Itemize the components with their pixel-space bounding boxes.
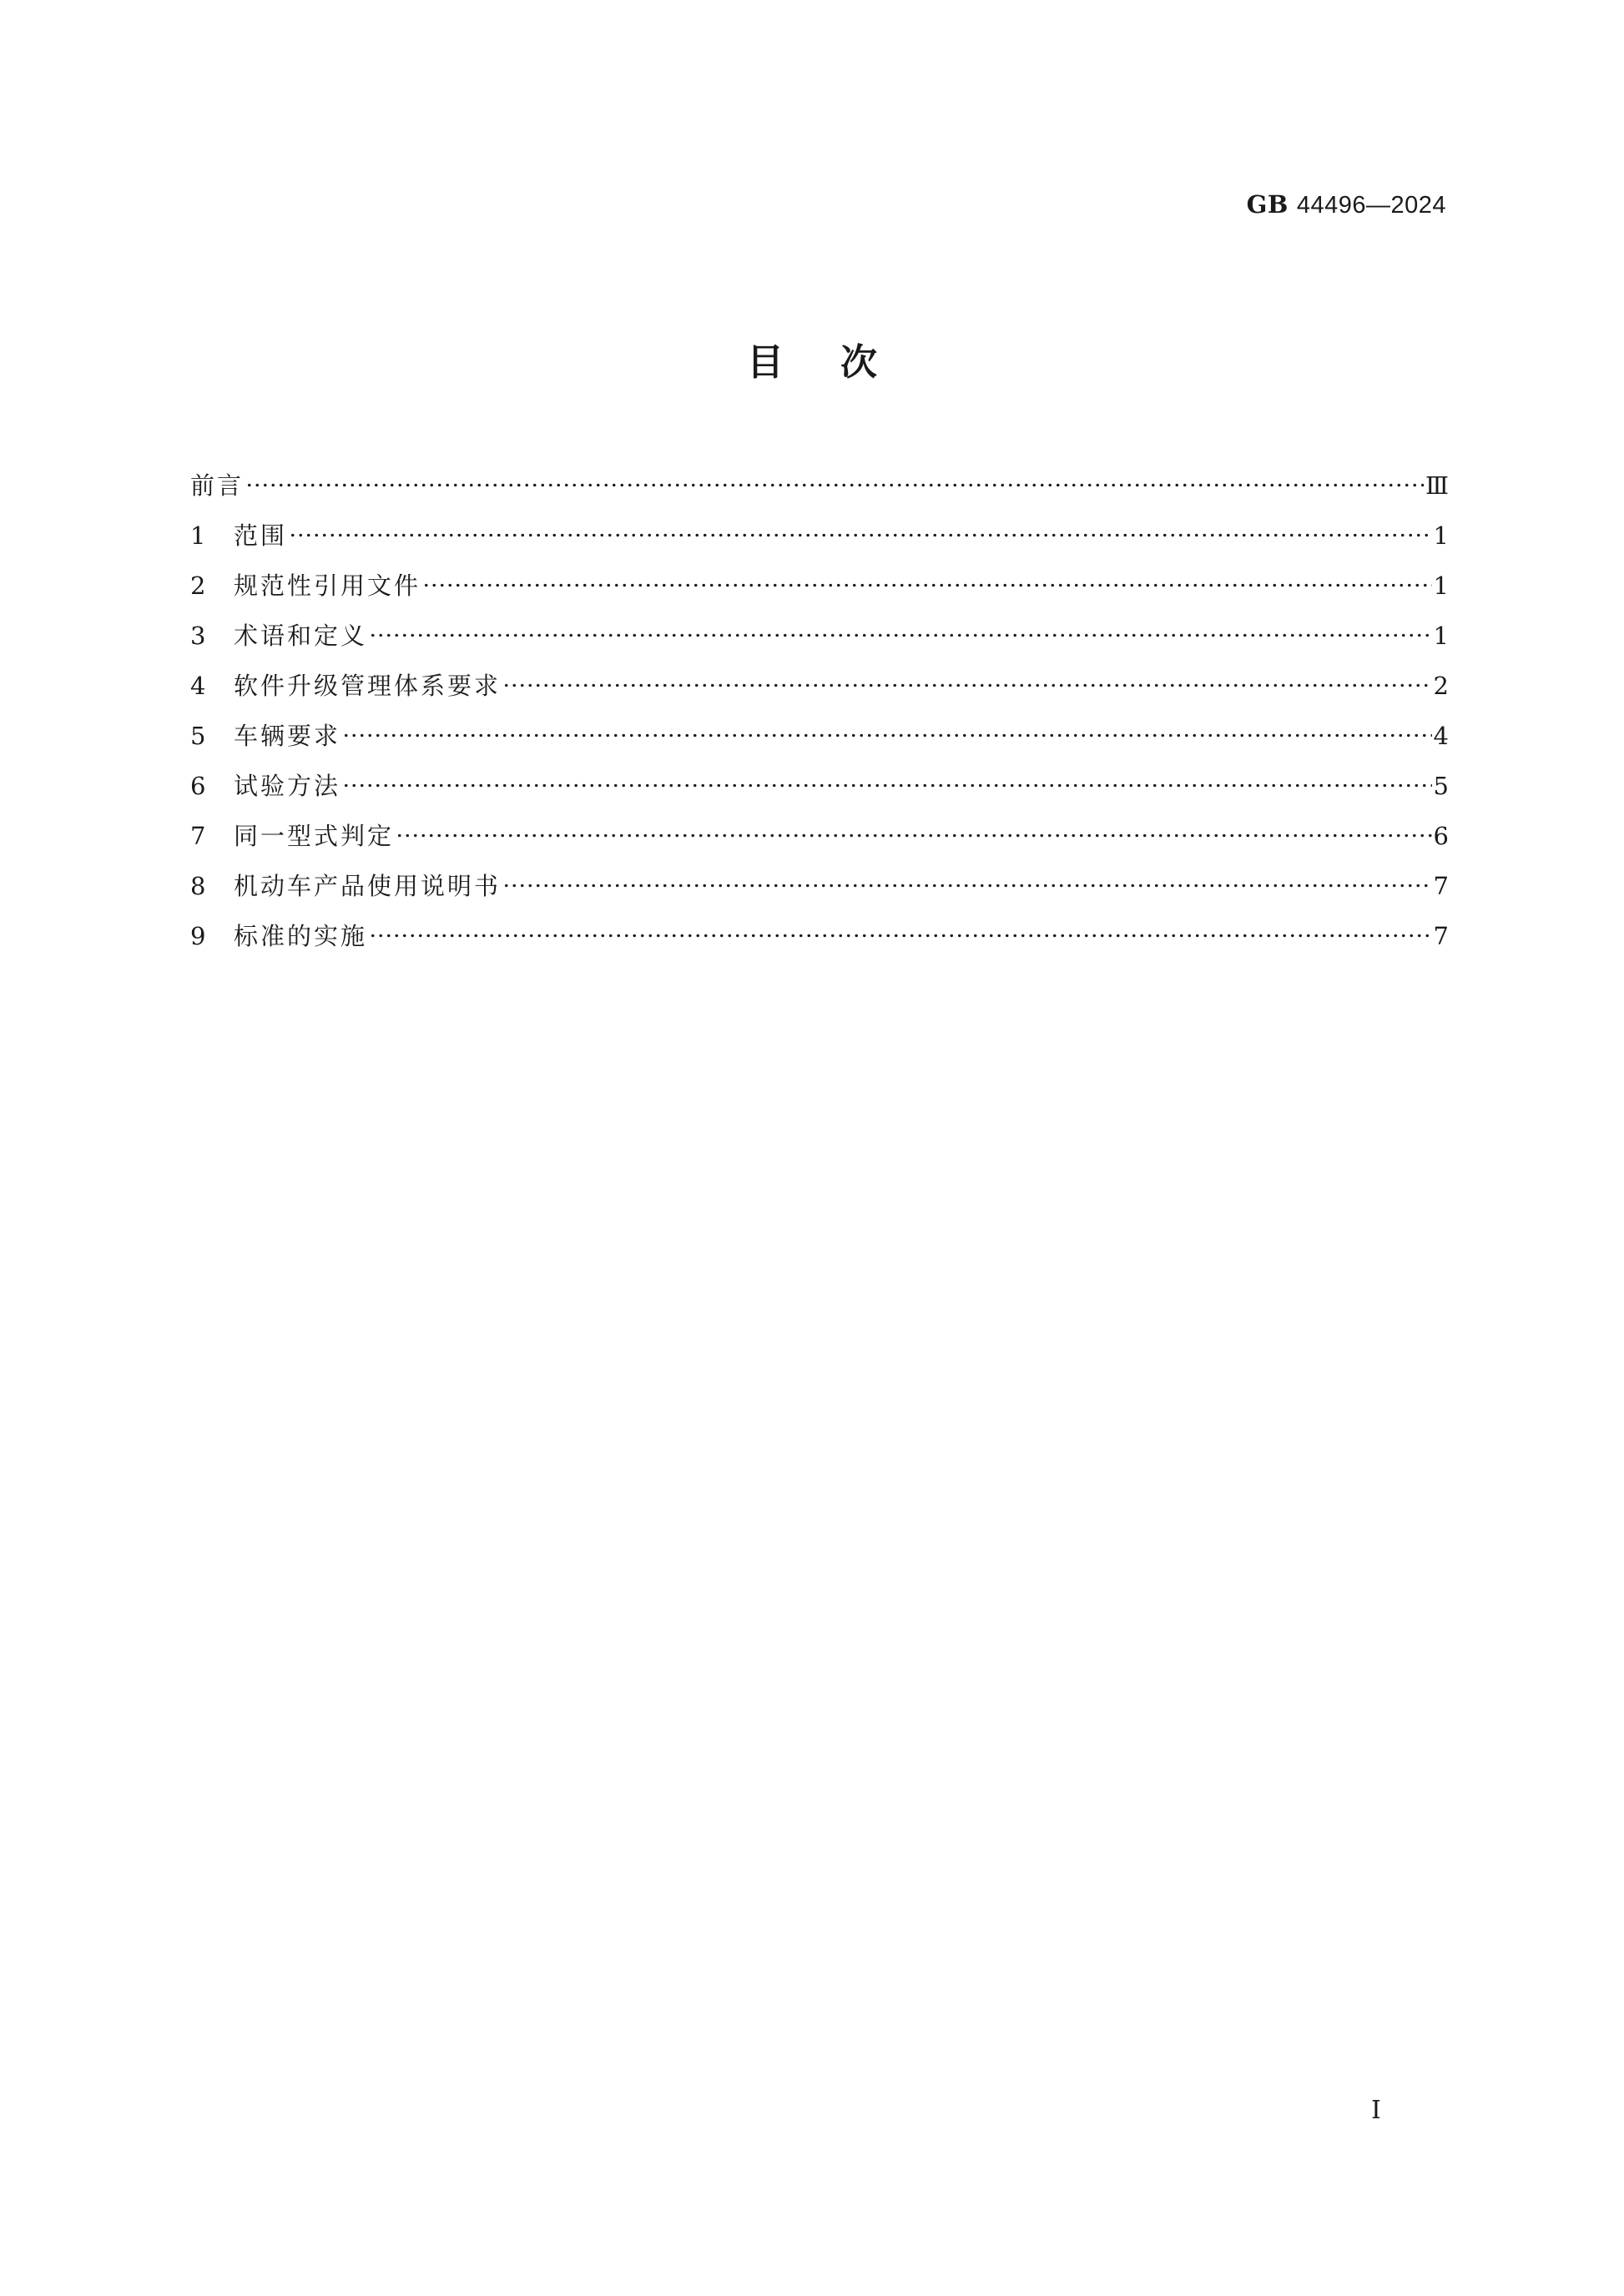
toc-entry[interactable] xyxy=(190,861,1449,911)
toc-leader-dots xyxy=(502,865,1432,889)
toc-entry[interactable] xyxy=(190,611,1449,661)
toc-leader-dots xyxy=(289,515,1432,539)
toc-entry[interactable] xyxy=(190,761,1449,811)
toc-entry-label: 试验方法 xyxy=(234,772,341,800)
toc-entry-number: 1 xyxy=(190,521,206,550)
toc-entry-label: 同一型式判定 xyxy=(234,822,395,850)
toc-entry[interactable] xyxy=(190,511,1449,561)
toc-entry-label: 软件升级管理体系要求 xyxy=(234,672,502,700)
toc-entry-number: 6 xyxy=(190,772,206,800)
toc-entry-label: 前言 xyxy=(190,471,245,500)
toc-entry-number: 5 xyxy=(190,722,206,750)
toc-entry-page: 6 xyxy=(1433,822,1449,850)
toc-leader-dots xyxy=(342,715,1432,739)
toc-entry[interactable] xyxy=(190,661,1449,711)
toc-leader-dots xyxy=(245,465,1424,489)
toc-entry-number: 8 xyxy=(190,872,206,900)
toc-entry[interactable] xyxy=(190,811,1449,861)
toc-entry-page: 1 xyxy=(1433,571,1449,600)
toc-entry-page: 4 xyxy=(1433,722,1449,750)
toc-entry-page: Ⅲ xyxy=(1425,471,1449,500)
toc-entry-page: 1 xyxy=(1433,521,1449,550)
toc-entry-number: 9 xyxy=(190,922,206,950)
toc-entry-label: 规范性引用文件 xyxy=(234,571,421,600)
toc-entry[interactable] xyxy=(190,711,1449,761)
table-of-contents xyxy=(190,461,1449,961)
toc-leader-dots xyxy=(502,665,1432,689)
toc-entry-label: 标准的实施 xyxy=(234,922,368,950)
toc-entry-number: 7 xyxy=(190,822,206,850)
standard-prefix: GB xyxy=(1246,190,1289,219)
toc-entry-number: 2 xyxy=(190,571,206,600)
toc-leader-dots xyxy=(369,615,1432,639)
toc-entry[interactable] xyxy=(190,561,1449,611)
standard-code: 44496—2024 xyxy=(1296,192,1446,219)
toc-entry-label: 机动车产品使用说明书 xyxy=(234,872,502,900)
toc-entry-number: 4 xyxy=(190,672,206,700)
toc-entry-page: 7 xyxy=(1433,872,1449,900)
toc-entry-label: 范围 xyxy=(234,521,288,550)
toc-leader-dots xyxy=(369,915,1432,939)
toc-entry[interactable] xyxy=(190,461,1449,511)
toc-entry[interactable] xyxy=(190,911,1449,961)
toc-entry-label: 术语和定义 xyxy=(234,622,368,650)
toc-entry-label: 车辆要求 xyxy=(234,722,341,750)
toc-entry-page: 1 xyxy=(1433,622,1449,650)
toc-entry-page: 2 xyxy=(1433,672,1449,700)
page-folio: Ⅰ xyxy=(1371,2096,1381,2125)
toc-leader-dots xyxy=(422,565,1432,589)
toc-leader-dots xyxy=(396,815,1432,839)
standard-number xyxy=(1247,190,1446,219)
toc-entry-page: 7 xyxy=(1433,922,1449,950)
page-title: 目次 xyxy=(747,341,934,384)
toc-entry-number: 3 xyxy=(190,622,206,650)
toc-leader-dots xyxy=(342,765,1432,789)
toc-entry-page: 5 xyxy=(1433,772,1449,800)
